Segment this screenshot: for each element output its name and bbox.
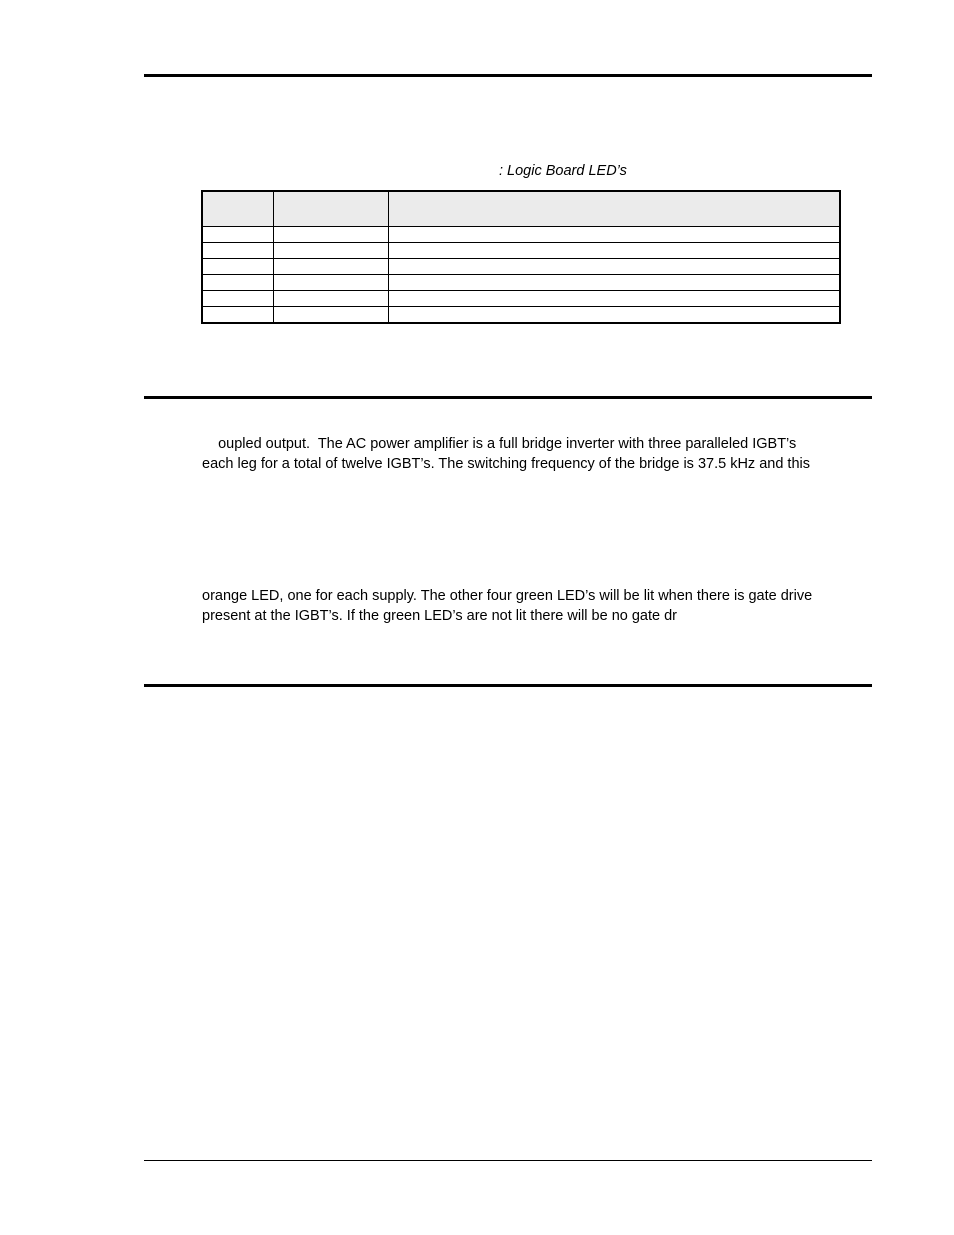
table-cell <box>273 307 388 324</box>
paragraph-line: present at the IGBT’s. If the green LED’s are not lit there will be no gate dr <box>202 608 678 624</box>
header-cell <box>388 191 840 227</box>
header-cell <box>273 191 388 227</box>
table-cell <box>202 307 273 324</box>
top-divider <box>144 74 872 77</box>
table-cell <box>273 243 388 259</box>
table-cell <box>388 291 840 307</box>
table-row <box>202 227 840 243</box>
table-cell <box>273 227 388 243</box>
table-cell <box>388 259 840 275</box>
paragraph-line: oupled output. The AC power amplifier is a full bridge inverter with three paralleled IGBT’s <box>202 436 797 452</box>
table-cell <box>273 291 388 307</box>
table-cell <box>202 291 273 307</box>
table-row <box>202 291 840 307</box>
table-row <box>202 259 840 275</box>
table-cell <box>273 259 388 275</box>
table-cell <box>202 275 273 291</box>
table-cell <box>388 243 840 259</box>
table-cell <box>388 275 840 291</box>
logic-board-led-table <box>201 190 841 324</box>
table-cell <box>388 227 840 243</box>
table-cell <box>202 227 273 243</box>
led-paragraph <box>202 586 874 626</box>
table-row <box>202 307 840 324</box>
paragraph-line: each leg for a total of twelve IGBT’s. The switching frequency of the bridge is 37.5 kHz and this <box>202 456 810 472</box>
header-cell <box>202 191 273 227</box>
footer-divider <box>144 1160 872 1161</box>
table-row <box>202 243 840 259</box>
table-cell <box>388 307 840 324</box>
table-cell <box>202 259 273 275</box>
amplifier-paragraph <box>202 434 874 474</box>
table-cell <box>202 243 273 259</box>
section-divider <box>144 396 872 399</box>
table-row <box>202 275 840 291</box>
paragraph-line: orange LED, one for each supply. The other four green LED’s will be lit when there is gate drive <box>202 588 813 604</box>
table-header-row <box>202 191 840 227</box>
section-divider <box>144 684 872 687</box>
table-cell <box>273 275 388 291</box>
table-caption: : Logic Board LED’s <box>499 163 627 179</box>
